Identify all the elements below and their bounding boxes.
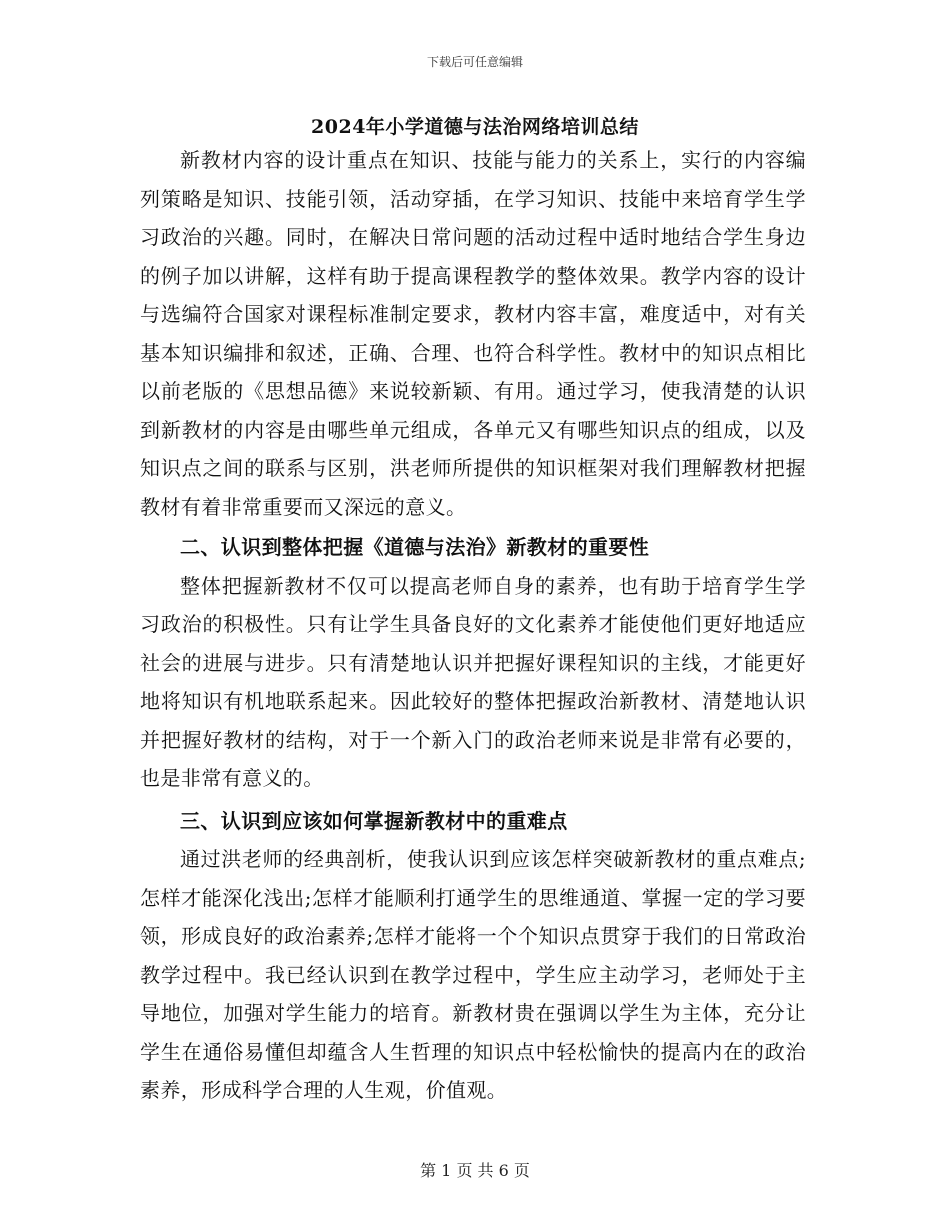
page-number-footer: 第 1 页 共 6 页 — [420, 1161, 530, 1180]
document-title: 2024年小学道德与法治网络培训总结 — [311, 116, 639, 138]
section-heading-two: 二、认识到整体把握《道德与法治》新教材的重要性 — [180, 535, 650, 559]
section-three-paragraph: 通过洪老师的经典剖析，使我认识到应该怎样突破新教材的重点难点;怎样才能深化浅出;怎样才能顺利打通学生的思维通道、掌握一定的学习要领，形成良好的政治素养;怎样才能将一个个知识点贯穿于我们的日常政治教学过程中。我已经认识到在教学过程中，学生应主动学习，老师处于主导地位，加强对学生能力的培育。新教材贵在强调以学生为主体，充分让学生在通俗易懂但却蕴含人生哲理的知识点中轻松愉快的提高内在的政治素养，形成科学合理的人生观，价值观。 — [140, 847, 806, 1102]
section-heading-three: 三、认识到应该如何掌握新教材中的重难点 — [180, 808, 568, 833]
section-two-paragraph: 整体把握新教材不仅可以提高老师自身的素养，也有助于培育学生学习政治的积极性。只有让学生具备良好的文化素养才能使他们更好地适应社会的进展与进步。只有清楚地认识并把握好课程知识的主线，才能更好地将知识有机地联系起来。因此较好的整体把握政治新教材、清楚地认识并把握好教材的结构，对于一个新入门的政治老师来说是非常有必要的，也是非常有意义的。 — [140, 573, 806, 790]
intro-paragraph: 新教材内容的设计重点在知识、技能与能力的关系上，实行的内容编列策略是知识、技能引领，活动穿插，在学习知识、技能中来培育学生学习政治的兴趣。同时，在解决日常问题的活动过程中适时地结合学生身边的例子加以讲解，这样有助于提高课程教学的整体效果。教学内容的设计与选编符合国家对课程标准制定要求，教材内容丰富，难度适中，对有关基本知识编排和叙述，正确、合理、也符合科学性。教材中的知识点相比以前老版的《思想品德》来说较新颖、有用。通过学习，使我清楚的认识到新教材的内容是由哪些单元组成，各单元又有哪些知识点的组成，以及知识点之间的联系与区别，洪老师所提供的知识框架对我们理解教材把握教材有着非常重要而又深远的意义。 — [140, 148, 806, 519]
document-body — [140, 141, 806, 1110]
header-note: 下载后可任意编辑 — [426, 55, 523, 69]
